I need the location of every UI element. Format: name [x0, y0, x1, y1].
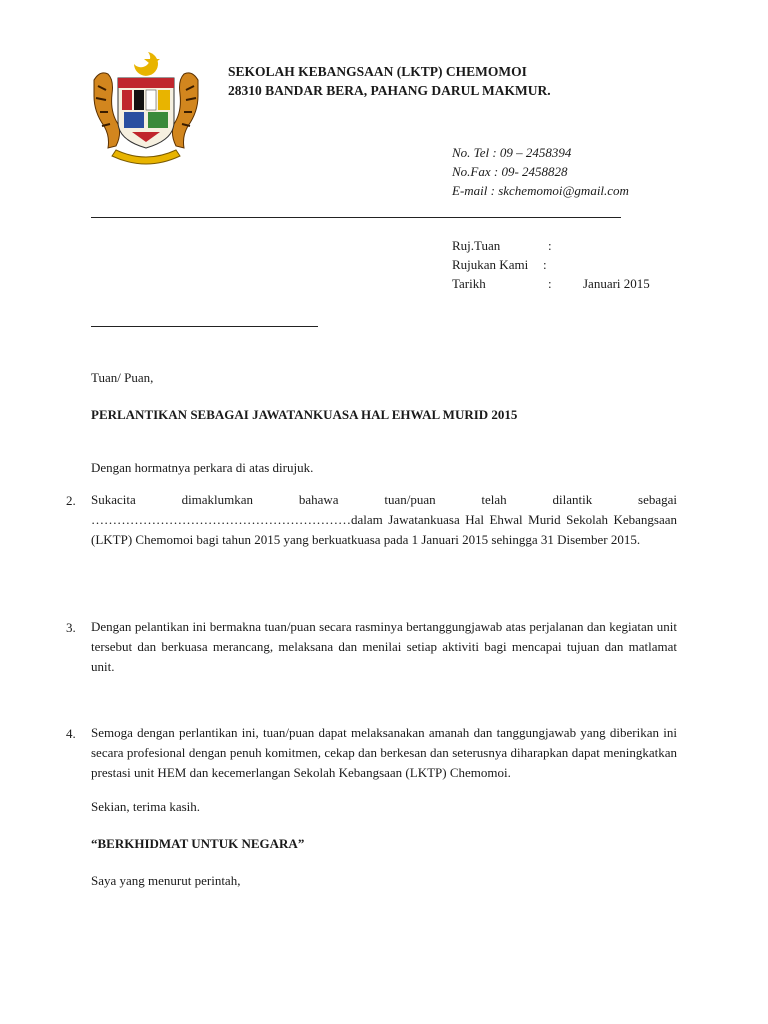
paragraph-3: Dengan pelantikan ini bermakna tuan/puan secara rasminya bertanggungjawab atas perjalanan dan kegiatan unit tersebut dan berkuasa merancang, melaksana dan menilai setiap aktiviti bagi mencapai tujuan dan matlamat unit. — [91, 619, 677, 674]
closing-remark: Sekian, terima kasih. — [91, 799, 201, 814]
paragraph-3-number: 3. — [66, 620, 76, 635]
ruj-tuan-colon: : — [548, 238, 552, 253]
paragraph-2: Sukacita dimaklumkan bahawa tuan/puan telah dilantik sebagai ……………………………………………………dalam Jawatankuasa Hal Ehwal Murid Sekolah Kebangsaan (LKTP) Chemomoi bagi tahun 2015 yang berkuatkuasa pada 1 Januari 2015 sehingga 31 Disember 2015. — [91, 492, 677, 547]
email-address: E-mail : skchemomoi@gmail.com — [452, 183, 629, 198]
motto: “BERKHIDMAT UNTUK NEGARA” — [91, 836, 305, 851]
rujukan-kami-colon: : — [543, 257, 547, 272]
paragraph-4-number: 4. — [66, 726, 76, 741]
sign-off: Saya yang menurut perintah, — [91, 873, 241, 888]
rujukan-kami-label: Rujukan Kami — [452, 257, 529, 272]
ruj-tuan-label: Ruj.Tuan — [452, 238, 501, 253]
paragraph-4: Semoga dengan perlantikan ini, tuan/puan dapat melaksanakan amanah dan tanggungjawab yang diberikan ini secara profesional dengan penuh komitmen, cekap dan berkesan dan seterusnya diharapkan dapat meningkatkan prestasi unit HEM dan kecemerlangan Sekolah Kebangsaan (LKTP) Chemomoi. — [91, 725, 677, 780]
paragraph-2-number: 2. — [66, 493, 76, 508]
tarikh-label: Tarikh — [452, 276, 486, 291]
telephone-number: No. Tel : 09 – 2458394 — [452, 145, 572, 160]
letter-subject: PERLANTIKAN SEBAGAI JAWATANKUASA HAL EHWAL MURID 2015 — [91, 407, 518, 422]
malaysia-coat-of-arms-icon — [86, 50, 206, 168]
recipient-line — [91, 326, 318, 327]
header-divider — [91, 217, 621, 218]
school-name: SEKOLAH KEBANGSAAN (LKTP) CHEMOMOI — [228, 64, 527, 79]
fax-number: No.Fax : 09- 2458828 — [452, 164, 568, 179]
paragraph-1: Dengan hormatnya perkara di atas dirujuk. — [91, 460, 314, 475]
tarikh-value: Januari 2015 — [583, 276, 650, 291]
school-address: 28310 BANDAR BERA, PAHANG DARUL MAKMUR. — [228, 83, 551, 98]
salutation: Tuan/ Puan, — [91, 370, 154, 385]
tarikh-colon: : — [548, 276, 552, 291]
